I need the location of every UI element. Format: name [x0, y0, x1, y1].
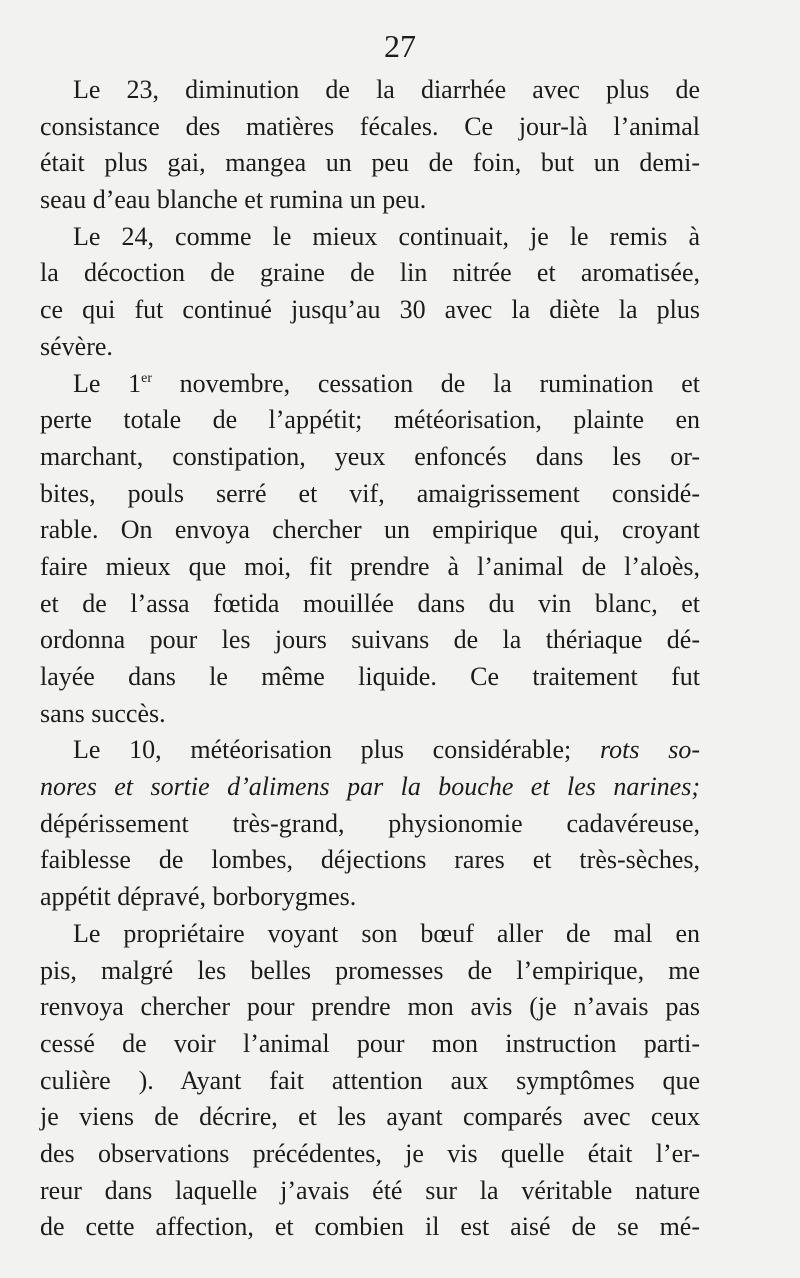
- text-line: la décoction de graine de lin nitrée et aromatisée,: [40, 258, 700, 288]
- paragraph: [40, 72, 700, 219]
- text-run: Le 1: [73, 368, 142, 398]
- italic-text-line: nores et sortie d’alimens par la bouche et les narines;: [40, 772, 700, 802]
- text-line: était plus gai, mangea un peu de foin, but un demi-: [40, 148, 700, 178]
- text-line: de cette affection, et combien il est aisé de se mé-: [40, 1212, 700, 1242]
- text-line: [40, 366, 700, 403]
- paragraph: [40, 219, 700, 366]
- text-line: Le propriétaire voyant son bœuf aller de mal en: [73, 918, 700, 948]
- text-line: culière ). Ayant fait attention aux symptômes que: [40, 1065, 700, 1095]
- text-line: [40, 732, 700, 769]
- text-line: sévère.: [40, 331, 113, 361]
- text-line: ordonna pour les jours suivans de la thériaque dé-: [40, 625, 700, 655]
- text-line: je viens de décrire, et les ayant comparés avec ceux: [40, 1102, 700, 1132]
- italic-text: rots so-: [600, 735, 700, 765]
- paragraph: [40, 916, 700, 1246]
- paragraph: [40, 366, 700, 733]
- page-number: 27: [384, 28, 416, 64]
- body-text: [40, 72, 700, 1246]
- text-line: des observations précédentes, je vis quelle était l’er-: [40, 1138, 700, 1168]
- text-line: faiblesse de lombes, déjections rares et très-sèches,: [40, 845, 700, 875]
- text-line: seau d’eau blanche et rumina un peu.: [40, 185, 427, 215]
- text-line: Le 23, diminution de la diarrhée avec plus de: [73, 75, 700, 104]
- text-line: perte totale de l’appétit; météorisation, plainte en: [40, 405, 700, 435]
- text-line: et de l’assa fœtida mouillée dans du vin blanc, et: [40, 588, 700, 618]
- text-line: Le 24, comme le mieux continuait, je le remis à: [73, 221, 700, 251]
- text-line: bites, pouls serré et vif, amaigrissement considé-: [40, 478, 700, 508]
- text-run: novembre, cessation de la rumination et: [152, 368, 700, 398]
- text-line: cessé de voir l’animal pour mon instruction parti-: [40, 1028, 700, 1058]
- text-line: faire mieux que moi, fit prendre à l’animal de l’aloès,: [40, 551, 700, 581]
- text-line: consistance des matières fécales. Ce jour-là l’animal: [40, 111, 700, 141]
- text-line: appétit dépravé, borborygmes.: [40, 882, 357, 912]
- text-line: pis, malgré les belles promesses de l’empirique, me: [40, 955, 700, 985]
- text-line: ce qui fut continué jusqu’au 30 avec la diète la plus: [40, 295, 700, 325]
- text-line: marchant, constipation, yeux enfoncés dans les or-: [40, 441, 700, 471]
- paragraph: [40, 732, 700, 915]
- text-line: dépérissement très-grand, physionomie cadavéreuse,: [40, 808, 700, 838]
- superscript: er: [141, 370, 152, 386]
- text-run: Le 10, météorisation plus considérable;: [73, 735, 600, 765]
- text-line: reur dans laquelle j’avais été sur la véritable nature: [40, 1175, 700, 1205]
- text-line: renvoya chercher pour prendre mon avis (je n’avais pas: [40, 992, 700, 1022]
- text-line: sans succès.: [40, 698, 166, 728]
- text-line: rable. On envoya chercher un empirique qui, croyant: [40, 515, 700, 545]
- text-line: layée dans le même liquide. Ce traitement fut: [40, 662, 700, 691]
